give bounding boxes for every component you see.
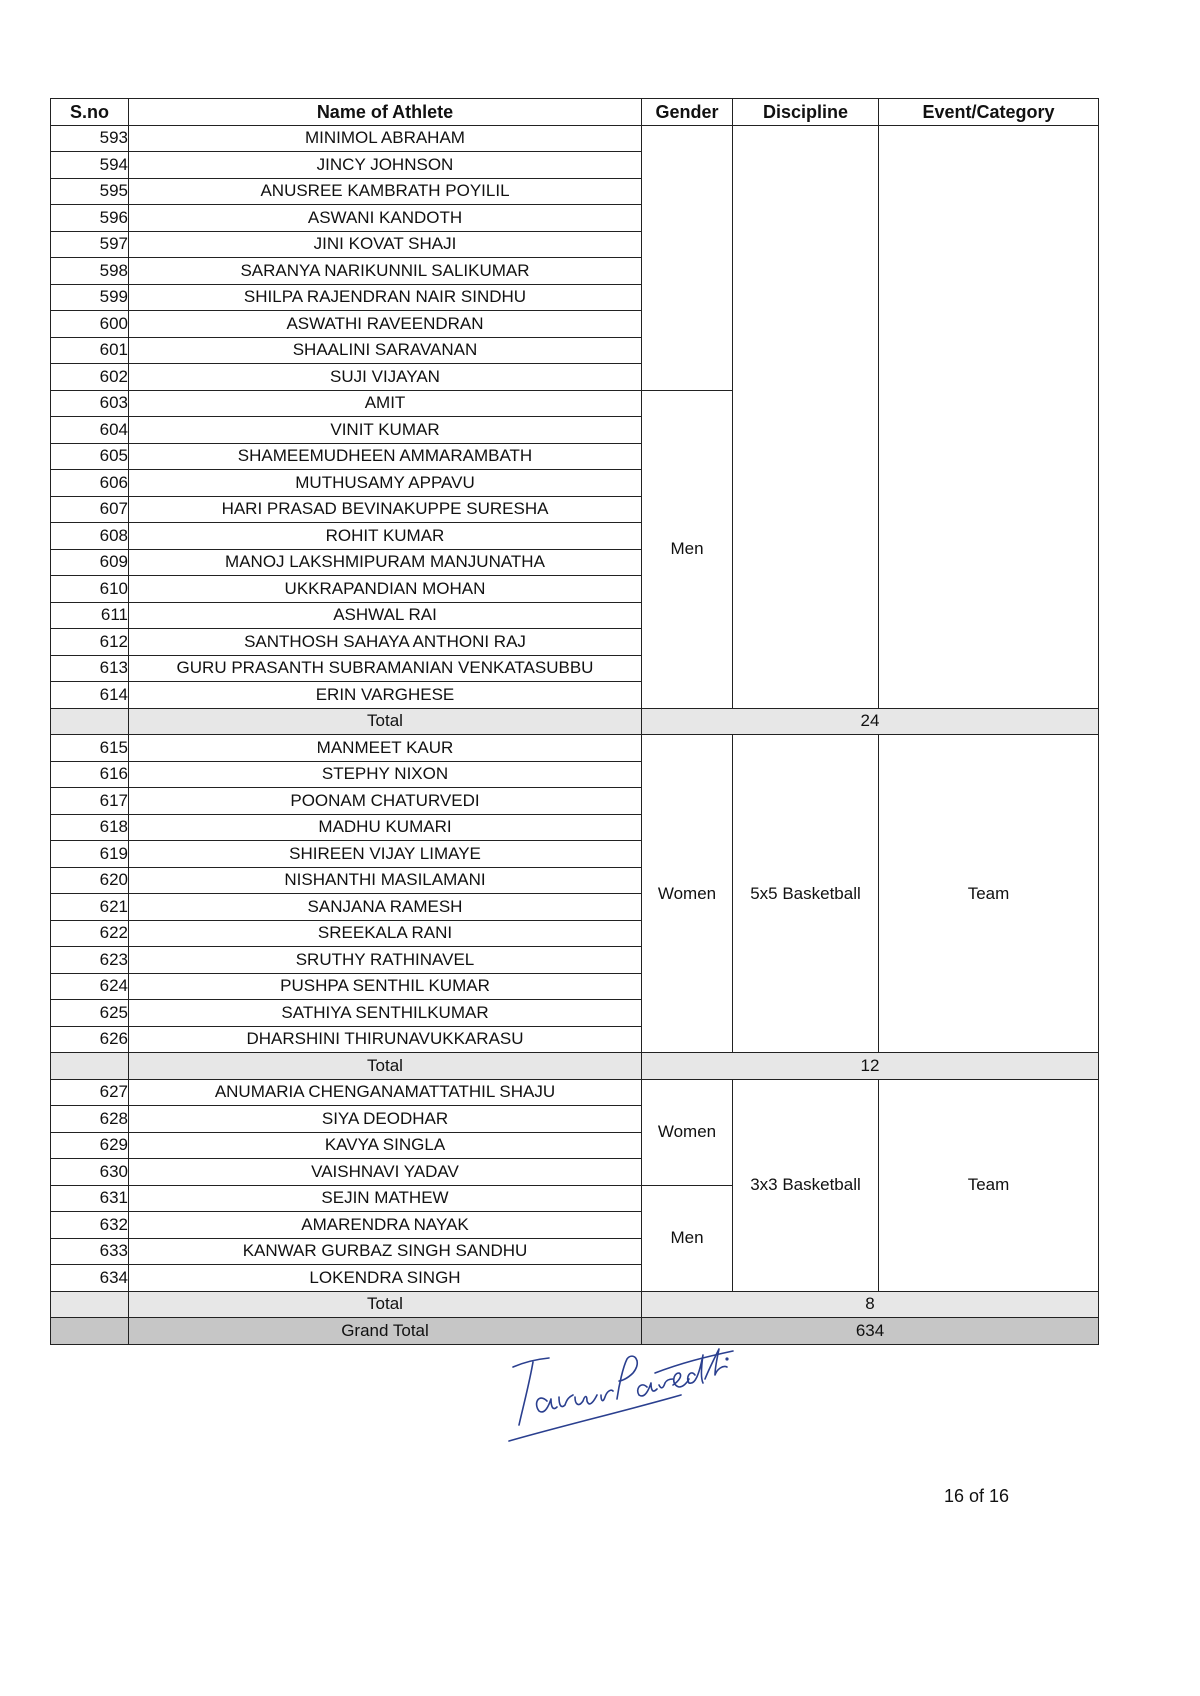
athlete-name-cell: ERIN VARGHESE (129, 682, 642, 709)
sno-cell: 629 (51, 1132, 129, 1159)
header-event: Event/Category (879, 99, 1099, 126)
athlete-name-cell: STEPHY NIXON (129, 761, 642, 788)
athlete-name-cell: HARI PRASAD BEVINAKUPPE SURESHA (129, 496, 642, 523)
athlete-name-cell: DHARSHINI THIRUNAVUKKARASU (129, 1026, 642, 1053)
athlete-name-cell: ASWANI KANDOTH (129, 205, 642, 232)
sno-cell: 632 (51, 1212, 129, 1239)
sno-cell: 611 (51, 602, 129, 629)
athlete-name-cell: MANMEET KAUR (129, 735, 642, 762)
athlete-name-cell: AMIT (129, 390, 642, 417)
header-name: Name of Athlete (129, 99, 642, 126)
athlete-name-cell: UKKRAPANDIAN MOHAN (129, 576, 642, 603)
sno-cell: 597 (51, 231, 129, 258)
sno-cell: 607 (51, 496, 129, 523)
athlete-name-cell: ASHWAL RAI (129, 602, 642, 629)
athlete-name-cell: SRUTHY RATHINAVEL (129, 947, 642, 974)
athlete-name-cell: KANWAR GURBAZ SINGH SANDHU (129, 1238, 642, 1265)
page-number: 16 of 16 (944, 1486, 1010, 1506)
athlete-name-cell: NISHANTHI MASILAMANI (129, 867, 642, 894)
header-row (51, 99, 1099, 126)
grand-total-label: Grand Total (129, 1318, 642, 1345)
sno-cell: 613 (51, 655, 129, 682)
sno-cell: 614 (51, 682, 129, 709)
sno-cell: 615 (51, 735, 129, 762)
sno-cell: 627 (51, 1079, 129, 1106)
header-discipline: Discipline (733, 99, 879, 126)
sno-cell: 633 (51, 1238, 129, 1265)
total-value: 12 (642, 1053, 1099, 1080)
athlete-name-cell: ANUMARIA CHENGANAMATTATHIL SHAJU (129, 1079, 642, 1106)
athlete-name-cell: SREEKALA RANI (129, 920, 642, 947)
athlete-name-cell: PUSHPA SENTHIL KUMAR (129, 973, 642, 1000)
athlete-name-cell: SIYA DEODHAR (129, 1106, 642, 1133)
gender-cell-blank (642, 125, 733, 390)
header-gender: Gender (642, 99, 733, 126)
sno-cell: 596 (51, 205, 129, 232)
event-cell-blank (879, 125, 1099, 708)
athlete-name-cell: SHILPA RAJENDRAN NAIR SINDHU (129, 284, 642, 311)
sno-cell: 616 (51, 761, 129, 788)
athlete-name-cell: VAISHNAVI YADAV (129, 1159, 642, 1186)
total-spacer (51, 1291, 129, 1318)
total-value: 24 (642, 708, 1099, 735)
sno-cell: 626 (51, 1026, 129, 1053)
athlete-name-cell: SARANYA NARIKUNNIL SALIKUMAR (129, 258, 642, 285)
athlete-name-cell: KAVYA SINGLA (129, 1132, 642, 1159)
total-label: Total (129, 1291, 642, 1318)
sno-cell: 622 (51, 920, 129, 947)
gender-cell: Men (642, 390, 733, 708)
athlete-name-cell: SANTHOSH SAHAYA ANTHONI RAJ (129, 629, 642, 656)
athlete-name-cell: SEJIN MATHEW (129, 1185, 642, 1212)
athlete-name-cell: VINIT KUMAR (129, 417, 642, 444)
sno-cell: 621 (51, 894, 129, 921)
sno-cell: 609 (51, 549, 129, 576)
event-cell: Team (879, 735, 1099, 1053)
athlete-name-cell: SHAMEEMUDHEEN AMMARAMBATH (129, 443, 642, 470)
sno-cell: 610 (51, 576, 129, 603)
signature (505, 1345, 735, 1450)
athlete-name-cell: MINIMOL ABRAHAM (129, 125, 642, 152)
athlete-name-cell: SHIREEN VIJAY LIMAYE (129, 841, 642, 868)
athlete-name-cell: LOKENDRA SINGH (129, 1265, 642, 1292)
sno-cell: 594 (51, 152, 129, 179)
total-row (51, 1053, 1099, 1080)
sno-cell: 617 (51, 788, 129, 815)
athlete-name-cell: MADHU KUMARI (129, 814, 642, 841)
athlete-name-cell: AMARENDRA NAYAK (129, 1212, 642, 1239)
sno-cell: 608 (51, 523, 129, 550)
sno-cell: 595 (51, 178, 129, 205)
sno-cell: 599 (51, 284, 129, 311)
athlete-name-cell: GURU PRASANTH SUBRAMANIAN VENKATASUBBU (129, 655, 642, 682)
athlete-name-cell: MUTHUSAMY APPAVU (129, 470, 642, 497)
sno-cell: 601 (51, 337, 129, 364)
total-label: Total (129, 708, 642, 735)
sno-cell: 602 (51, 364, 129, 391)
sno-cell: 618 (51, 814, 129, 841)
sno-cell: 630 (51, 1159, 129, 1186)
athlete-name-cell: SATHIYA SENTHILKUMAR (129, 1000, 642, 1027)
sno-cell: 634 (51, 1265, 129, 1292)
athlete-name-cell: ASWATHI RAVEENDRAN (129, 311, 642, 338)
sno-cell: 598 (51, 258, 129, 285)
sno-cell: 604 (51, 417, 129, 444)
athlete-name-cell: SHAALINI SARAVANAN (129, 337, 642, 364)
sno-cell: 631 (51, 1185, 129, 1212)
total-row (51, 708, 1099, 735)
sno-cell: 623 (51, 947, 129, 974)
grand-total-row (51, 1318, 1099, 1345)
table-row (51, 735, 1099, 762)
grand-total-spacer (51, 1318, 129, 1345)
table-body (51, 125, 1099, 1344)
sno-cell: 625 (51, 1000, 129, 1027)
athlete-table (50, 98, 1099, 1345)
athlete-name-cell: SANJANA RAMESH (129, 894, 642, 921)
sno-cell: 624 (51, 973, 129, 1000)
total-label: Total (129, 1053, 642, 1080)
sno-cell: 620 (51, 867, 129, 894)
gender-cell: Men (642, 1185, 733, 1291)
athlete-name-cell: SUJI VIJAYAN (129, 364, 642, 391)
discipline-cell: 5x5 Basketball (733, 735, 879, 1053)
total-value: 8 (642, 1291, 1099, 1318)
sno-cell: 606 (51, 470, 129, 497)
total-spacer (51, 1053, 129, 1080)
sno-cell: 603 (51, 390, 129, 417)
discipline-cell: 3x3 Basketball (733, 1079, 879, 1291)
header-sno: S.no (51, 99, 129, 126)
table-row (51, 125, 1099, 152)
sno-cell: 605 (51, 443, 129, 470)
gender-cell: Women (642, 1079, 733, 1185)
event-cell: Team (879, 1079, 1099, 1291)
sno-cell: 612 (51, 629, 129, 656)
athlete-name-cell: JINCY JOHNSON (129, 152, 642, 179)
table-row (51, 1079, 1099, 1106)
gender-cell: Women (642, 735, 733, 1053)
total-row (51, 1291, 1099, 1318)
discipline-cell-blank (733, 125, 879, 708)
athlete-name-cell: ANUSREE KAMBRATH POYILIL (129, 178, 642, 205)
athlete-name-cell: ROHIT KUMAR (129, 523, 642, 550)
grand-total-value: 634 (642, 1318, 1099, 1345)
sno-cell: 628 (51, 1106, 129, 1133)
sno-cell: 619 (51, 841, 129, 868)
sno-cell: 593 (51, 125, 129, 152)
athlete-name-cell: JINI KOVAT SHAJI (129, 231, 642, 258)
athlete-name-cell: POONAM CHATURVEDI (129, 788, 642, 815)
athlete-name-cell: MANOJ LAKSHMIPURAM MANJUNATHA (129, 549, 642, 576)
total-spacer (51, 708, 129, 735)
sno-cell: 600 (51, 311, 129, 338)
